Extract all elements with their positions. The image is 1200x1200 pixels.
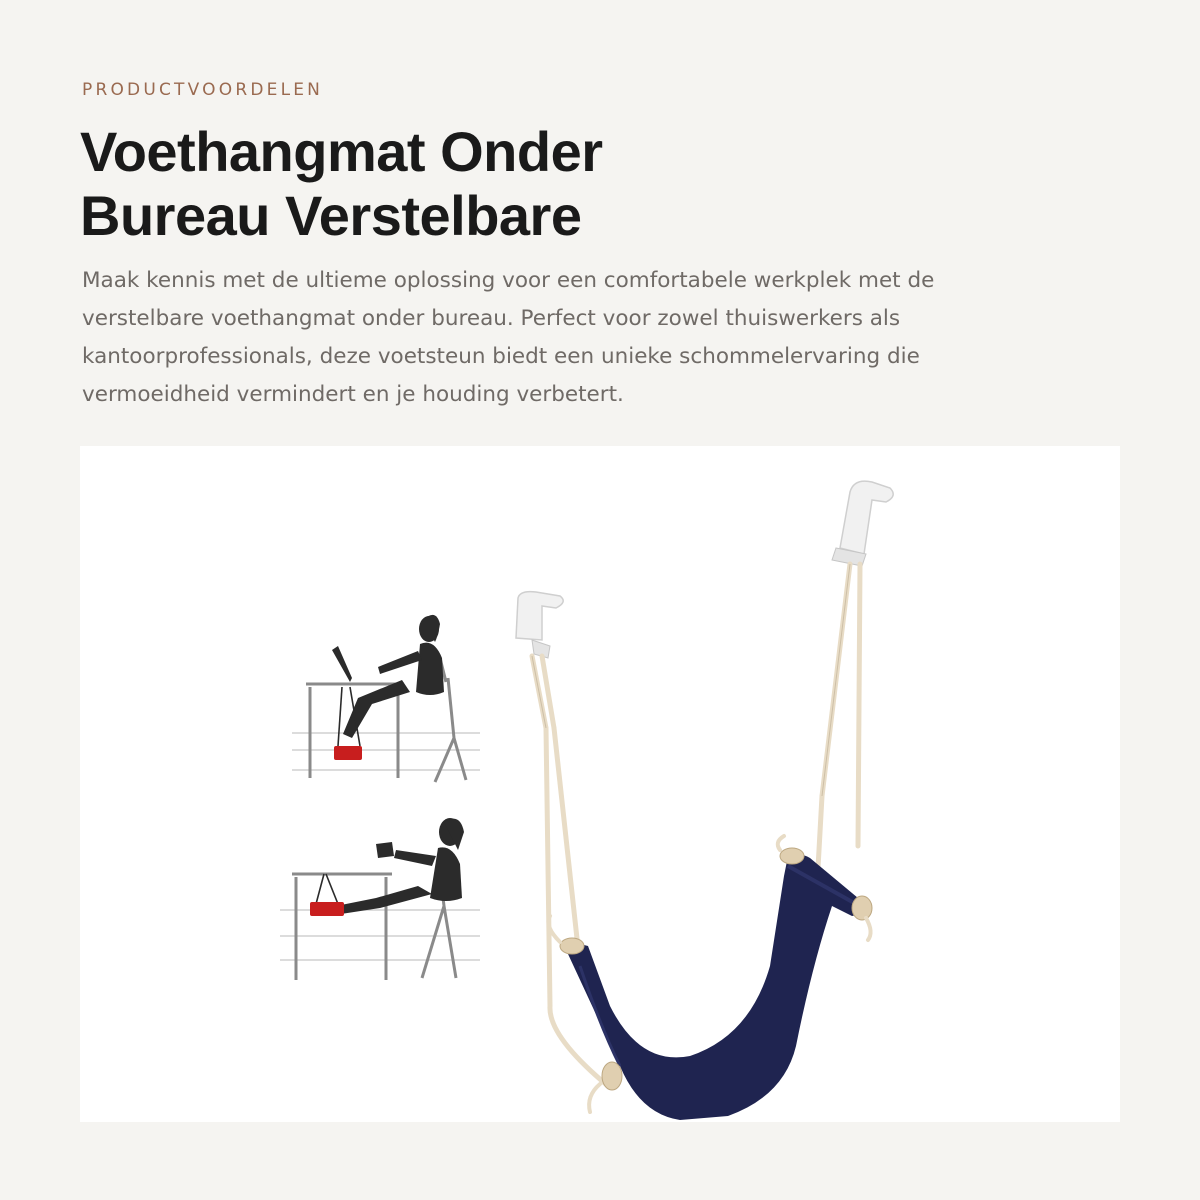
page-title [80, 120, 980, 248]
description-line: vermoeidheid vermindert en je houding verbetert. [82, 382, 624, 407]
description [82, 262, 1042, 414]
page-title-line-2: Bureau Verstelbare [80, 184, 582, 247]
description-line: Maak kennis met de ultieme oplossing voor een comfortabele werkplek met de [82, 268, 935, 293]
hammock-product-photo [516, 481, 893, 1120]
page-title-line-1: Voethangmat Onder [80, 120, 603, 183]
usage-illustration-upright [292, 615, 480, 782]
eyebrow-label: PRODUCTVOORDELEN [82, 80, 324, 100]
right-hook [832, 481, 893, 566]
product-image [80, 446, 1120, 1122]
description-line: kantoorprofessionals, deze voetsteun biedt een unieke schommelervaring die [82, 344, 920, 369]
usage-illustration-reclined [280, 818, 480, 980]
left-hook [516, 592, 563, 658]
description-line: verstelbare voethangmat onder bureau. Perfect voor zowel thuiswerkers als [82, 306, 901, 331]
